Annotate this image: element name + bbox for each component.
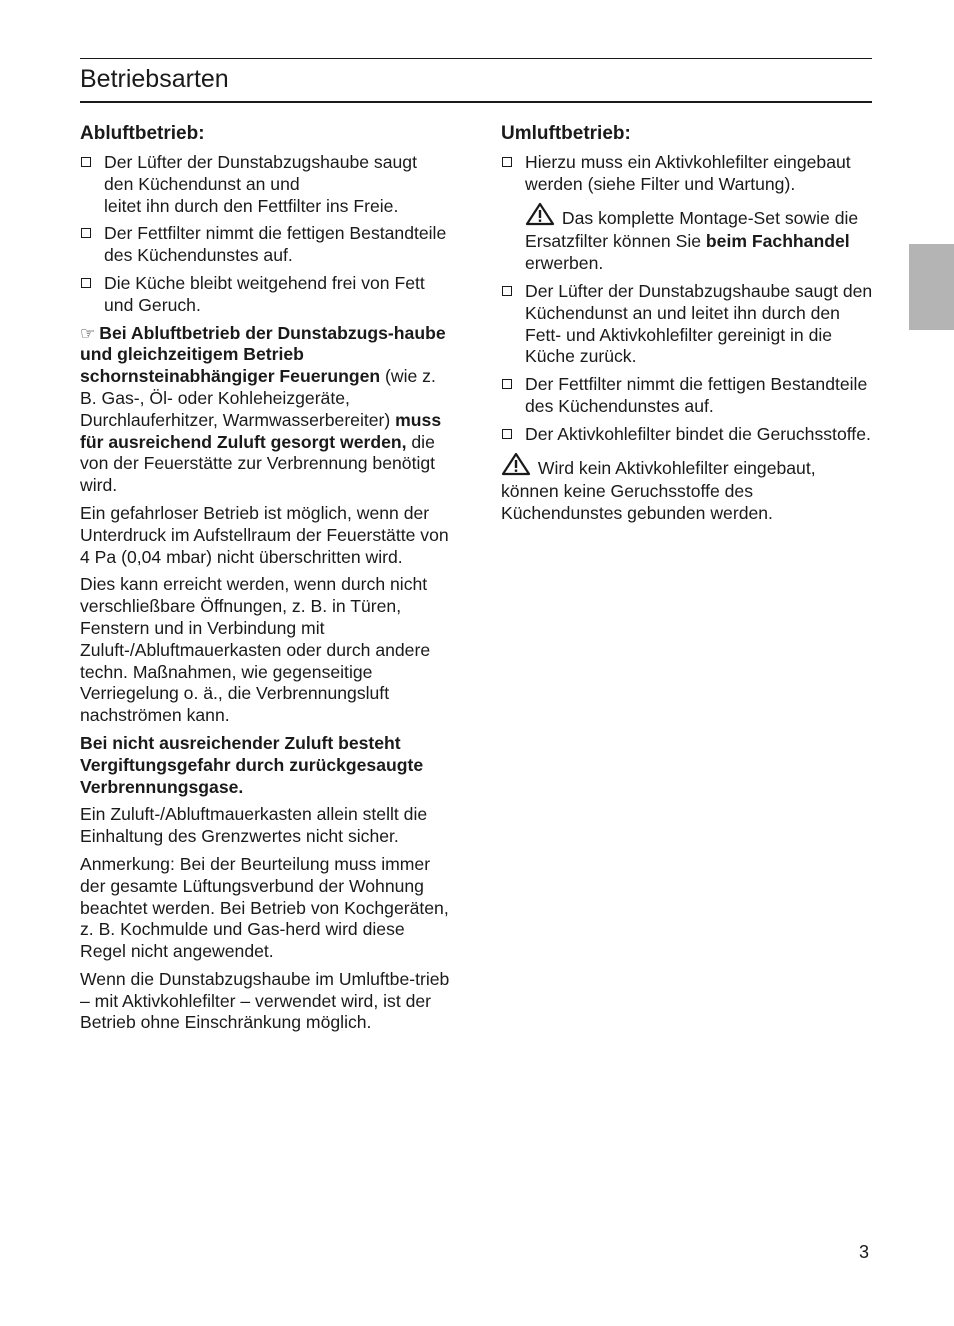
page-title: Betriebsarten <box>80 65 229 93</box>
danger-paragraph <box>80 733 452 798</box>
paragraph: Anmerkung: Bei der Beurteilung muss immer der gesamte Lüftungsverbund der Wohnung beachtet werden. Bei Betrieb von Kochgeräten, z. B. Kochmulde und Gas-herd wird diese Regel nicht angewendet. <box>80 853 449 962</box>
section-tab-marker <box>909 244 954 330</box>
checkbox-bullet-icon <box>502 429 512 439</box>
warning-note <box>501 452 873 525</box>
header-top-rule <box>80 58 872 59</box>
abluft-note <box>80 323 452 497</box>
umluft-bullet-list-top <box>501 152 873 196</box>
warning-text: erwerben. <box>525 253 604 274</box>
list-item-text: Der Aktivkohlefilter bindet die Geruchsstoffe. <box>525 423 871 444</box>
note-bold-text: muss für ausreichend Zuluft gesorgt werden, <box>80 409 442 452</box>
left-column <box>80 122 452 1040</box>
list-item <box>501 281 873 368</box>
warning-bold-text: beim Fachhandel <box>705 231 850 252</box>
umluft-heading: Umluftbetrieb: <box>501 123 631 144</box>
checkbox-bullet-icon <box>81 228 91 238</box>
list-item-line: Der Lüfter der Dunstabzugshaube saugt <box>104 152 417 172</box>
umluft-bullet-list <box>501 281 873 446</box>
list-item-text: Der Lüfter der Dunstabzugshaube saugt den Küchendunst an und leitet ihn durch den Fett- und Aktivkohlefilter gereinigt in die Küche zurück. <box>525 280 873 367</box>
list-item <box>80 152 452 217</box>
note-text: (wie z. B. Gas-, Öl- oder Kohleheizgeräte, Durchlauferhitzer, Warmwasserbereiter) <box>80 366 436 430</box>
checkbox-bullet-icon <box>502 286 512 296</box>
paragraph: Dies kann erreicht werden, wenn durch nicht verschließbare Öffnungen, z. B. in Türen, Fenstern und in Verbindung mit Zuluft-/Abluftmauerkasten oder durch andere techn. Maßnahmen, wie gegenseitige Verriegelung o. ä., die Verbrennungsluft nachströmen kann. <box>80 574 431 726</box>
warning-triangle-icon <box>525 202 555 232</box>
header-bottom-rule <box>80 101 872 103</box>
list-item <box>501 152 873 196</box>
checkbox-bullet-icon <box>81 157 91 167</box>
paragraph: Ein gefahrloser Betrieb ist möglich, wenn der Unterdruck im Aufstellraum der Feuerstätte von 4 Pa (0,04 mbar) nicht überschritten wird. <box>80 502 449 567</box>
warning-note <box>501 202 873 275</box>
note-bold-text: Bei Abluftbetrieb der Dunstabzugs-haube und gleichzeitigem Betrieb schornsteinabhängiger Feuerungen <box>80 322 446 387</box>
checkbox-bullet-icon <box>502 379 512 389</box>
warning-triangle-icon <box>501 452 531 482</box>
warning-text: Wird kein Aktivkohlefilter eingebaut, können keine Geruchsstoffe des Küchendunstes gebunden werden. <box>501 457 816 524</box>
list-item-text: Der Fettfilter nimmt die fettigen Bestandteile des Küchendunstes auf. <box>104 223 447 266</box>
list-item <box>501 424 873 446</box>
paragraph: Ein Zuluft-/Abluftmauerkasten allein stellt die Einhaltung des Grenzwertes nicht sicher. <box>80 804 428 847</box>
list-item-text: Der Fettfilter nimmt die fettigen Bestandteile des Küchendunstes auf. <box>525 374 868 416</box>
right-column <box>501 122 873 531</box>
warning-text: Das komplette Montage-Set sowie die Ersatzfilter können Sie <box>525 207 859 252</box>
abluft-bullet-list <box>80 152 452 317</box>
list-item <box>80 273 452 317</box>
list-item-text: Die Küche bleibt weitgehend frei von Fett und Geruch. <box>104 272 425 315</box>
list-item-text: Hierzu muss ein Aktivkohlefilter eingebaut werden (siehe Filter und Wartung). <box>525 152 851 194</box>
list-item-line: den Küchendunst an und <box>104 173 300 194</box>
checkbox-bullet-icon <box>502 157 512 167</box>
pointing-hand-icon: ☞ <box>80 323 96 343</box>
list-item <box>501 374 873 418</box>
paragraph: Wenn die Dunstabzugshaube im Umluftbe-trieb – mit Aktivkohlefilter – verwendet wird, ist der Betrieb ohne Einschränkung möglich. <box>80 968 450 1033</box>
note-text: die von der Feuerstätte zur Verbrennung benötigt wird. <box>80 431 436 496</box>
danger-text: Bei nicht ausreichender Zuluft besteht Vergiftungsgefahr durch zurückgesaugte Verbrennungsgase. <box>80 732 424 797</box>
abluft-heading: Abluftbetrieb: <box>80 123 205 144</box>
checkbox-bullet-icon <box>81 278 91 288</box>
list-item <box>80 223 452 267</box>
list-item-line: leitet ihn durch den Fettfilter ins Freie. <box>104 195 399 216</box>
page-number: 3 <box>859 1242 870 1262</box>
